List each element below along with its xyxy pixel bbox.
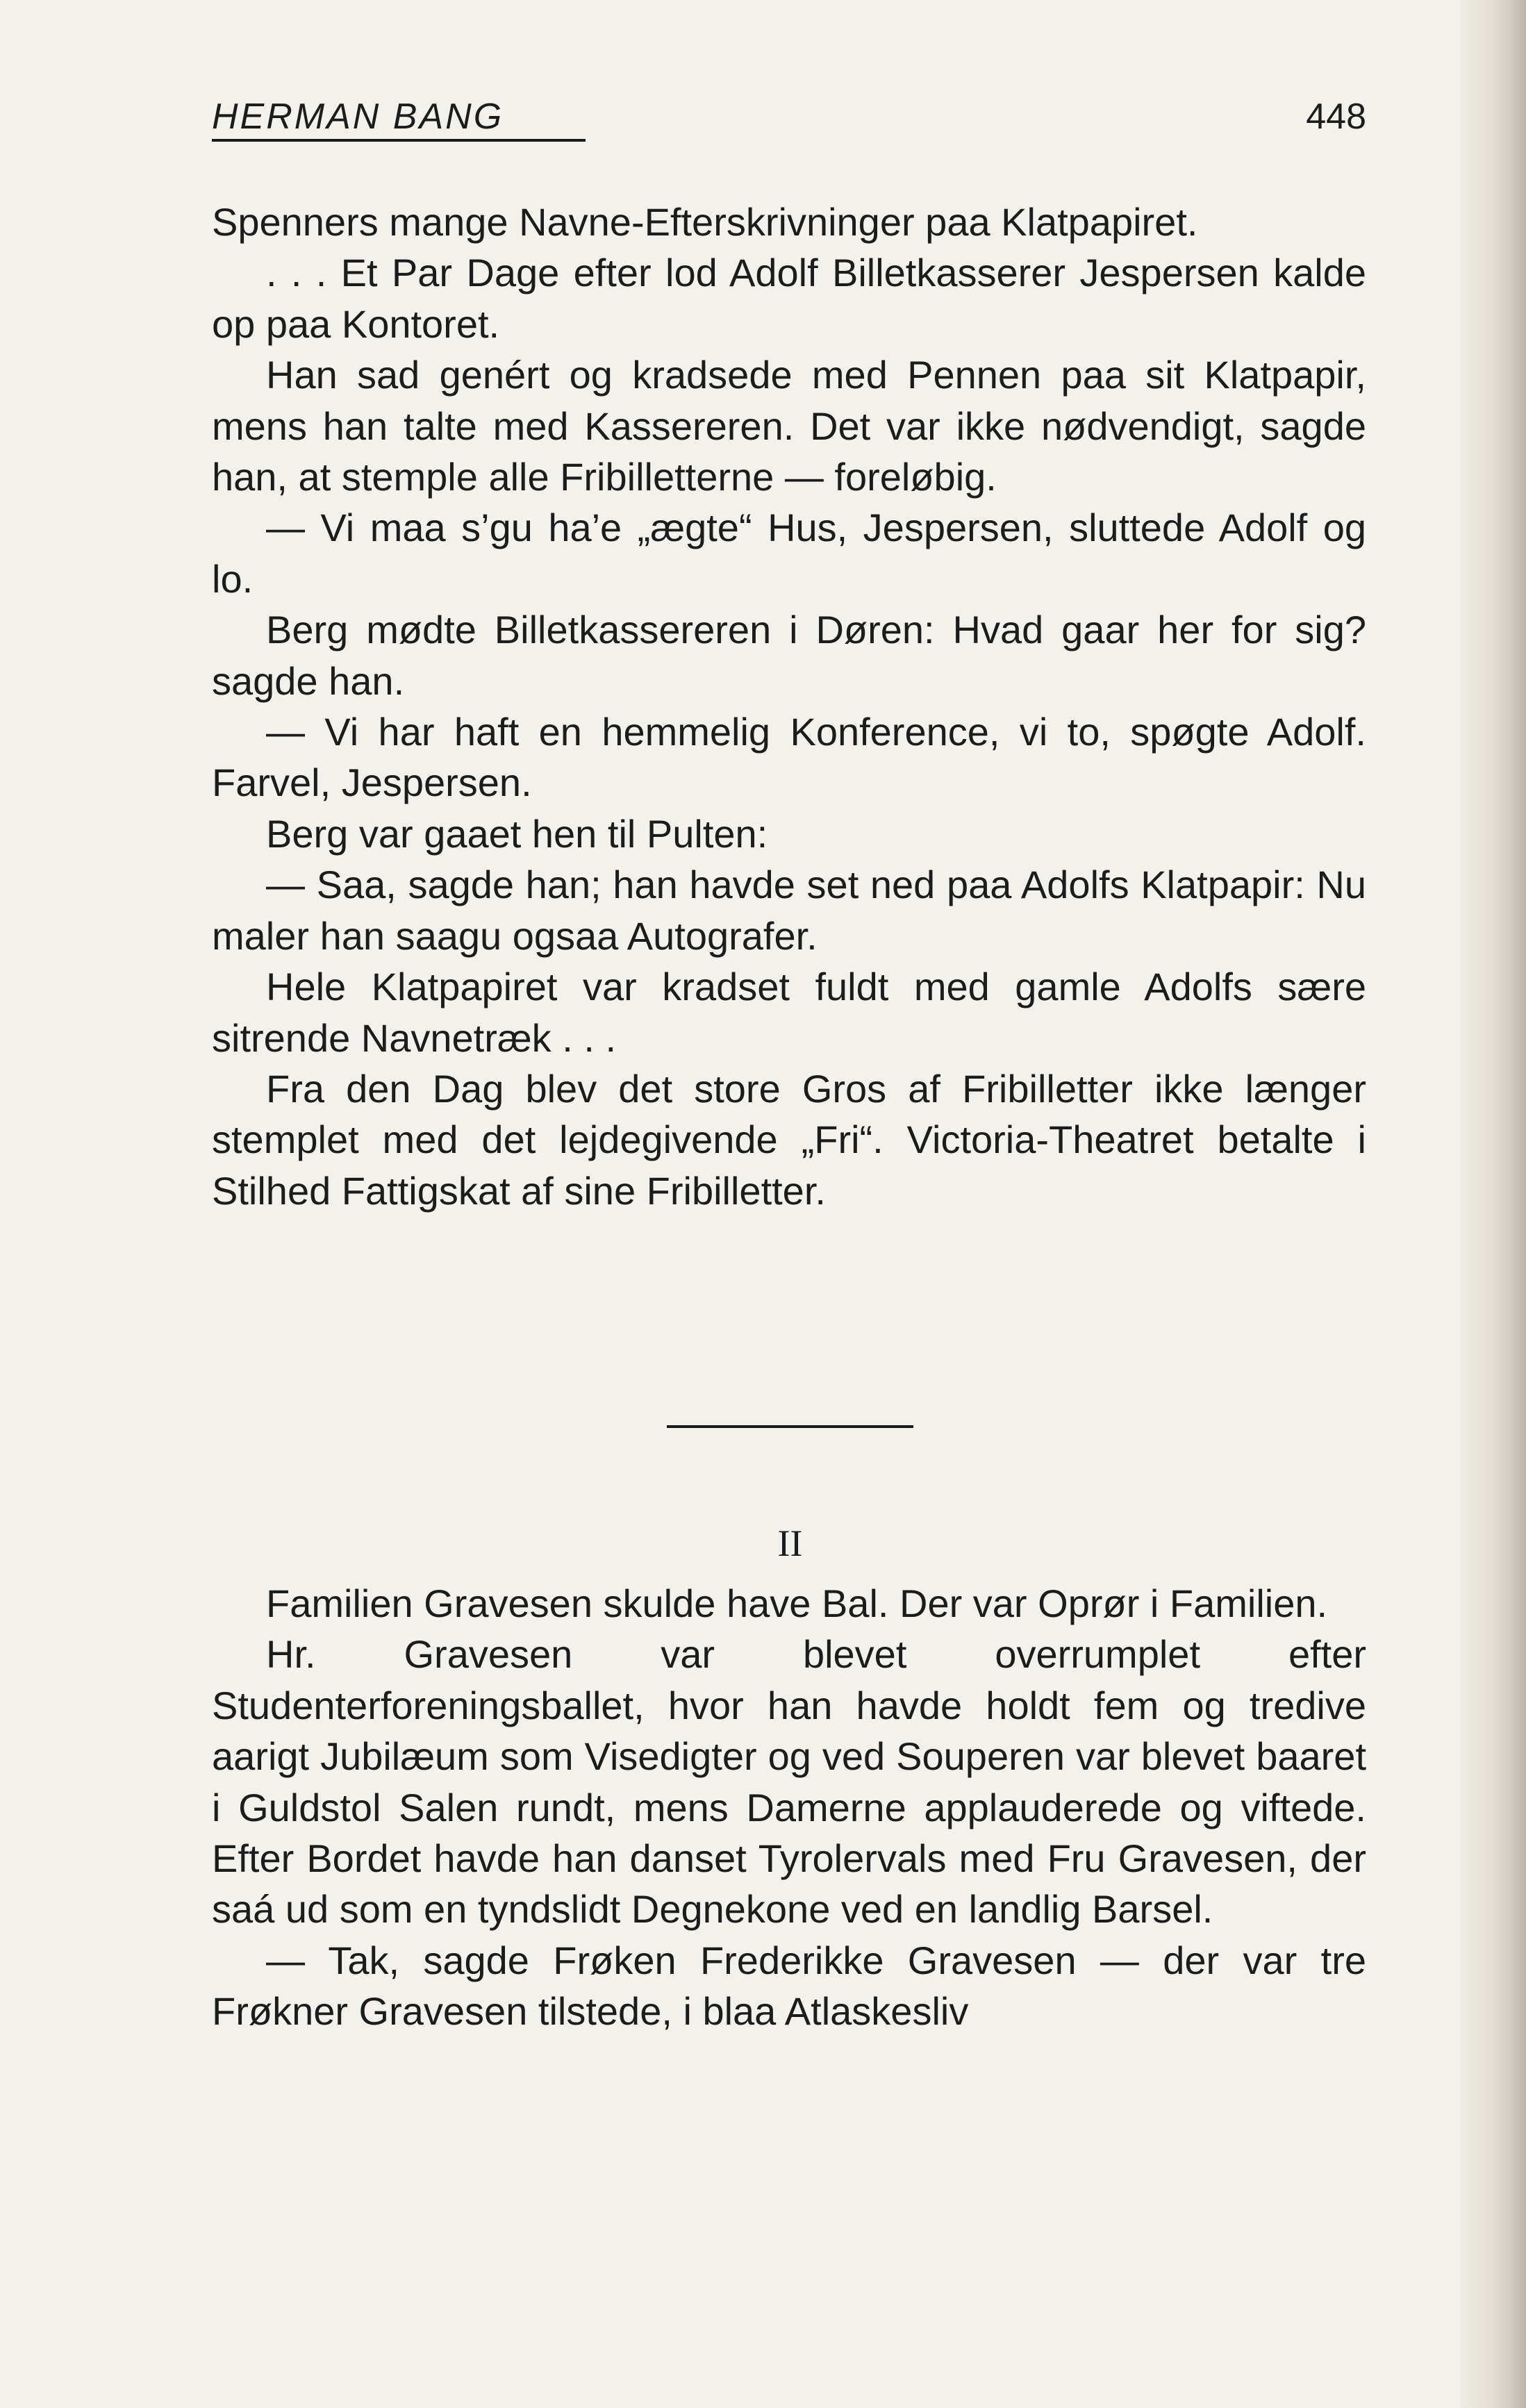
section-heading: II [777, 1522, 803, 1564]
paragraph: Familien Gravesen skulde have Bal. Der var Oprør i Familien. [266, 1581, 1328, 1625]
running-header [212, 89, 1366, 144]
paragraph: Fra den Dag blev det store Gros af Fribilletter ikke længer stemplet med det lejdegivende „Fri“. Victoria-Theatret betalte i Stilhed Fattigskat af sine Fribilletter. [212, 1066, 1366, 1213]
paragraph: — Vi maa s’gu ha’e „ægte“ Hus, Jespersen, sluttede Adolf og lo. [212, 506, 1366, 601]
paragraph: Berg mødte Billetkassereren i Døren: Hvad gaar her for sig? sagde han. [212, 608, 1366, 703]
paragraph: Hele Klatpapiret var kradset fuldt med gamle Adolfs sære sitrende Navnetræk . . . [212, 965, 1366, 1060]
paragraph: — Vi har haft en hemmelig Konference, vi to, spøgte Adolf. Farvel, Jespersen. [212, 710, 1366, 805]
paragraph: — Saa, sagde han; han havde set ned paa Adolfs Klatpapir: Nu maler han saagu ogsaa Autografer. [212, 863, 1366, 958]
paragraph: Han sad genért og kradsede med Pennen paa sit Klatpapir, mens han talte med Kassereren. Det var ikke nødvendigt, sagde han, at stemple alle Fribilletterne — foreløbig. [212, 353, 1366, 499]
paragraph: . . . Et Par Dage efter lod Adolf Billetkasserer Jespersen kalde op paa Kontoret. [212, 251, 1366, 346]
text-block-part-2 [212, 1578, 1366, 2037]
section-divider [667, 1425, 913, 1428]
running-title: HERMAN BANG [212, 97, 504, 137]
paragraph: Hr. Gravesen var blevet overrumplet efter Studenterforeningsballet, hvor han havde holdt fem og tredive aarigt Jubilæum som Visedigter og ved Souperen var blevet baaret i Guldstol Salen rundt, mens Damerne applauderede og viftede. Efter Bordet havde han danset Tyrolervals med Fru Gravesen, der saá ud som en tyndslidt Degnekone ved en landlig Barsel. [212, 1632, 1366, 1932]
paragraph: — Tak, sagde Frøken Frederikke Gravesen — der var tre Frøkner Gravesen tilstede, i blaa Atlaskesliv [212, 1938, 1366, 2034]
paragraph: Spenners mange Navne-Efterskrivninger paa Klatpapiret. [212, 200, 1198, 244]
page-edge-shadow [1460, 0, 1526, 2408]
page-number: 448 [1306, 97, 1366, 137]
text-block-part-1 [212, 197, 1366, 1216]
header-underline [212, 139, 586, 142]
paragraph: Berg var gaaet hen til Pulten: [266, 811, 768, 856]
